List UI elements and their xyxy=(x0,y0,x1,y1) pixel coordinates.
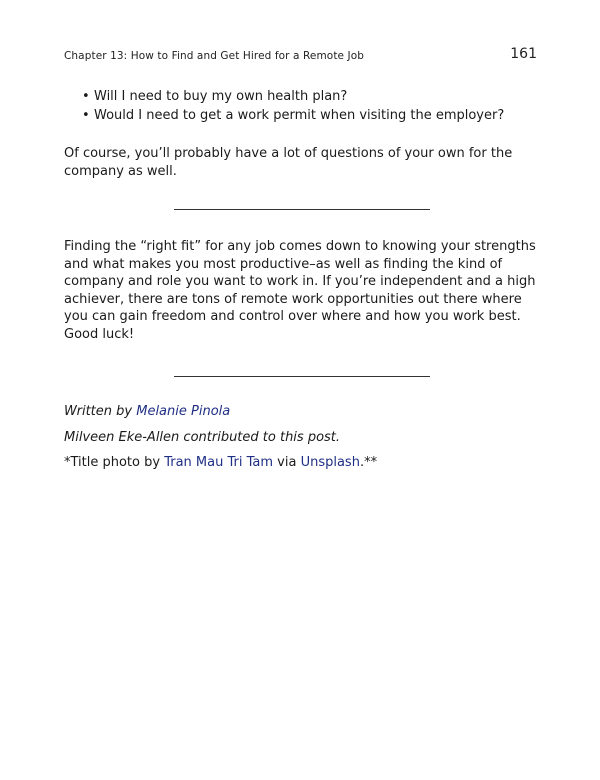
photo-credit xyxy=(64,454,377,472)
paragraph-questions: Of course, you’ll probably have a lot of questions of your own for the company as well. xyxy=(64,146,513,179)
bullet-icon: • xyxy=(82,108,90,123)
section-divider xyxy=(174,376,430,377)
bullet-icon: • xyxy=(82,89,90,104)
paragraph-good-luck: Good luck! xyxy=(64,327,135,342)
author-link[interactable]: Melanie Pinola xyxy=(136,404,231,419)
photographer-link[interactable]: Tran Mau Tri Tam xyxy=(164,455,274,470)
page-number: 161 xyxy=(510,46,537,62)
author-credit xyxy=(64,403,230,421)
section-divider xyxy=(174,209,430,210)
written-by-label: Written by xyxy=(64,404,137,419)
question-bullet-list xyxy=(82,87,504,125)
running-header-chapter: Chapter 13: How to Find and Get Hired for a Remote Job xyxy=(64,50,365,62)
photo-credit-via: via xyxy=(273,455,301,470)
unsplash-link[interactable]: Unsplash xyxy=(300,455,360,470)
photo-credit-prefix: *Title photo by xyxy=(64,455,165,470)
list-item xyxy=(82,87,504,106)
list-item-text: Will I need to buy my own health plan? xyxy=(94,89,348,104)
contributor-credit: Milveen Eke-Allen contributed to this post. xyxy=(64,430,341,445)
list-item xyxy=(82,106,504,125)
photo-credit-suffix: .** xyxy=(359,455,378,470)
list-item-text: Would I need to get a work permit when visiting the employer? xyxy=(94,108,505,123)
paragraph-right-fit: Finding the “right fit” for any job comes down to knowing your strengths and what makes you most productive–as well as finding the kind of company and role you want to work in. If you’re independent and a high achiever, there are tons of remote work opportunities out there where you can gain freedom and control over where and how you work best. xyxy=(64,239,536,325)
